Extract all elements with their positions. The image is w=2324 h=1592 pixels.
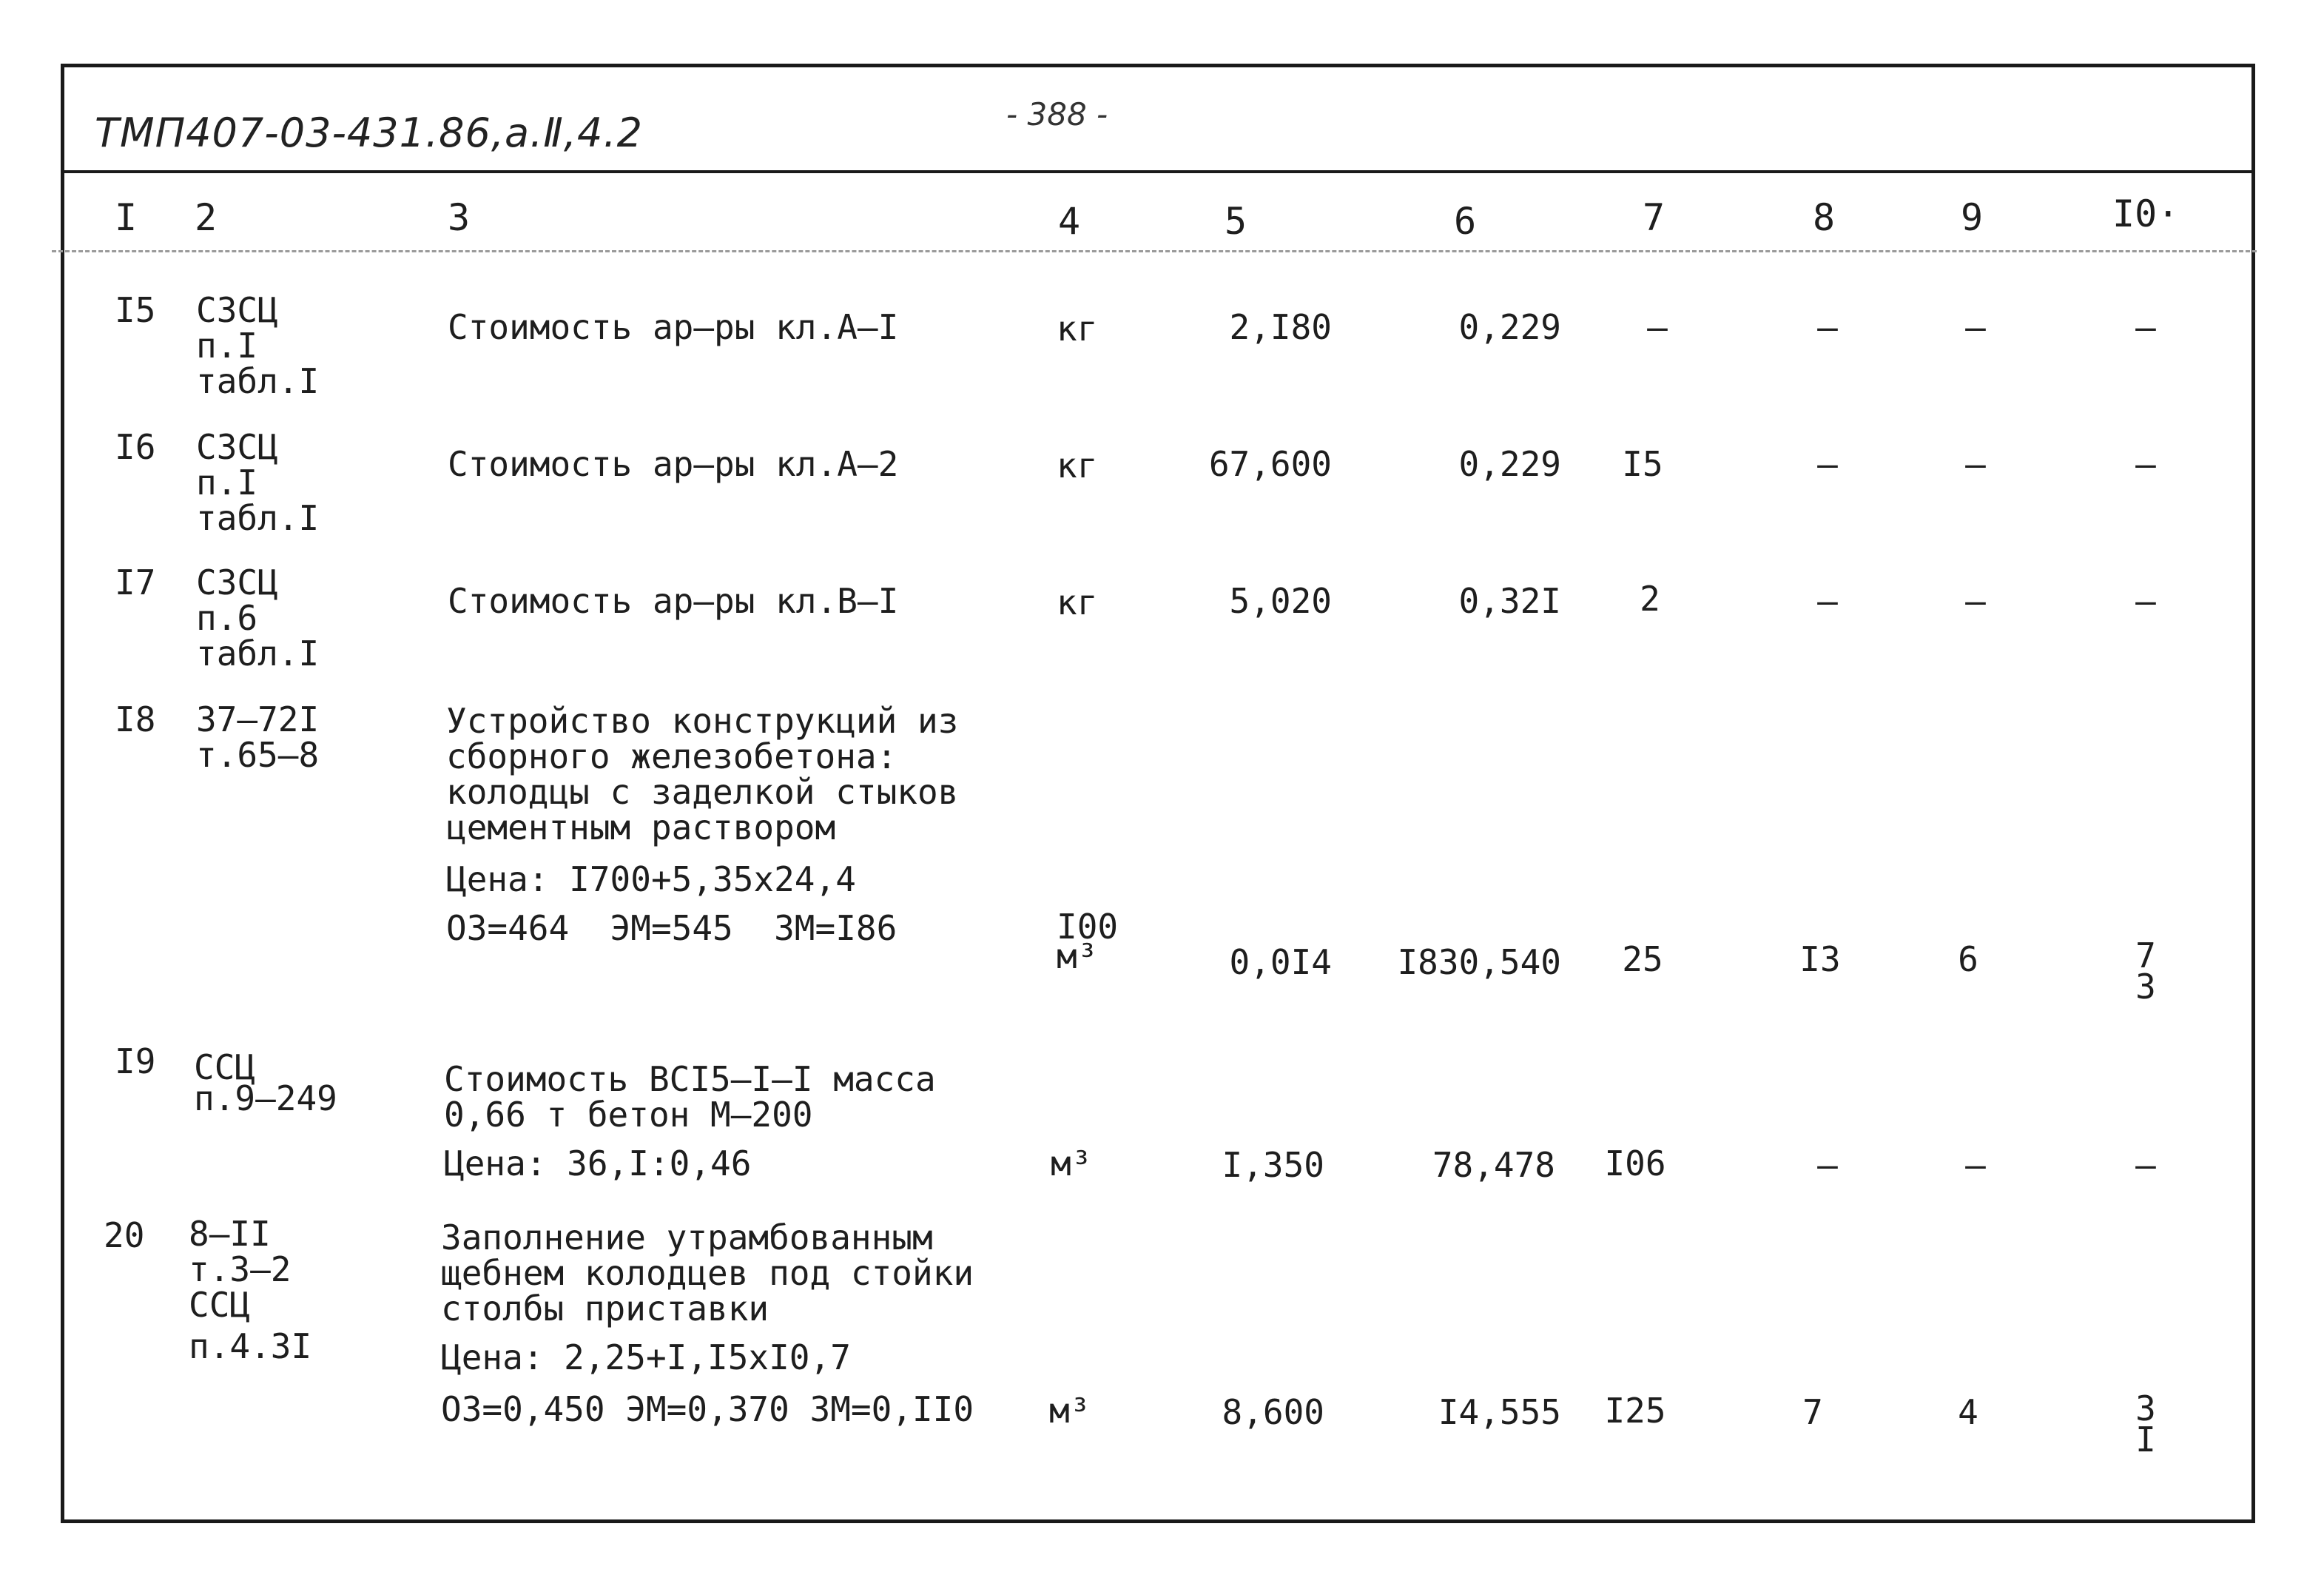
reference-line: СЗСЦ	[196, 427, 278, 467]
item-description: Стоимость ар–ры кл.А–I	[448, 307, 899, 347]
quantity: 8,600	[1222, 1392, 1324, 1432]
col7-value: 25	[1622, 939, 1663, 979]
col9-value: –	[1965, 1145, 1986, 1185]
reference-line: п.I	[196, 463, 258, 503]
reference-line: т.65–8	[196, 735, 320, 775]
col8-value: –	[1817, 1145, 1838, 1185]
col9-value: –	[1965, 581, 1986, 621]
reference-line: п.4.3I	[189, 1326, 312, 1366]
reference-line: п.I	[196, 326, 258, 366]
unit: м³	[1051, 1143, 1092, 1183]
col10-value: 3 I	[2135, 1388, 2156, 1460]
col10-value: 7 3	[2135, 936, 2156, 1007]
col7-value: I25	[1604, 1391, 1666, 1431]
item-description: Стоимость ар–ры кл.В–I	[448, 581, 899, 621]
reference-line: ССЦ	[194, 1047, 256, 1087]
col8-value: –	[1817, 581, 1838, 621]
col7-value: I5	[1622, 444, 1663, 484]
row-number: I5	[115, 290, 156, 330]
item-description: 0,66 т бетон М–200	[444, 1095, 813, 1135]
reference-line: ССЦ	[189, 1285, 251, 1325]
reference-line: СЗСЦ	[196, 562, 278, 602]
unit-price: I830,540	[1397, 942, 1561, 982]
quantity: 5,020	[1229, 581, 1332, 621]
reference-line: 37–72I	[196, 699, 320, 739]
col10-value: –	[2135, 581, 2156, 621]
reference-line: п.6	[196, 598, 258, 638]
col9-value: 4	[1958, 1392, 1978, 1432]
item-description: щебнем колодцев под стойки	[441, 1253, 974, 1293]
unit: I00 м³	[1057, 907, 1119, 976]
column-header-7: 7	[1643, 196, 1665, 239]
quantity: 0,0I4	[1229, 942, 1332, 982]
col8-value: –	[1817, 444, 1838, 484]
col7-value: I06	[1604, 1143, 1666, 1183]
quantity: I,350	[1222, 1145, 1324, 1185]
unit-price: 0,229	[1458, 307, 1561, 347]
column-header-6: 6	[1454, 200, 1477, 243]
item-description: столбы приставки	[441, 1289, 769, 1329]
column-header-8: 8	[1813, 196, 1836, 239]
column-header-1: I	[115, 196, 138, 239]
column-header-divider	[52, 250, 2257, 252]
reference-line: табл.I	[196, 498, 320, 538]
col7-value: –	[1647, 307, 1668, 347]
unit: кг	[1057, 309, 1098, 349]
item-description: колодцы с заделкой стыков	[446, 772, 959, 812]
column-header-10: I0·	[2112, 192, 2180, 235]
header-divider	[61, 170, 2255, 173]
item-description: Заполнение утрамбованным	[441, 1217, 933, 1257]
item-description: сборного железобетона:	[446, 736, 897, 776]
item-description: цементным раствором	[446, 807, 836, 847]
price-formula: Цена: I700+5,35х24,4	[446, 859, 856, 899]
col9-value: 6	[1958, 939, 1978, 979]
reference-line: СЗСЦ	[196, 290, 278, 330]
unit-price: 0,229	[1458, 444, 1561, 484]
column-header-9: 9	[1961, 196, 1984, 239]
cost-breakdown: ОЗ=464 ЭМ=545 ЗМ=I86	[446, 908, 897, 948]
price-formula: Цена: 2,25+I,I5хI0,7	[441, 1337, 851, 1377]
quantity: 67,600	[1208, 444, 1332, 484]
price-formula: Цена: 36,I:0,46	[444, 1143, 752, 1183]
unit-price: 0,32I	[1458, 581, 1561, 621]
column-header-3: 3	[448, 196, 471, 239]
item-description: Стоимость ар–ры кл.А–2	[448, 444, 899, 484]
col7-value: 2	[1640, 579, 1660, 619]
col8-value: I3	[1799, 939, 1841, 979]
quantity: 2,I80	[1229, 307, 1332, 347]
cost-breakdown: ОЗ=0,450 ЭМ=0,370 ЗМ=0,II0	[441, 1389, 974, 1429]
col10-value: –	[2135, 444, 2156, 484]
row-number: I8	[115, 699, 156, 739]
unit: кг	[1057, 582, 1098, 622]
reference-line: т.3–2	[189, 1249, 292, 1289]
page-number: - 388 -	[1006, 96, 1108, 132]
unit-price: I4,555	[1438, 1392, 1561, 1432]
col8-value: –	[1817, 307, 1838, 347]
reference-line: п.9–249	[194, 1078, 337, 1118]
reference-line: 8–II	[189, 1214, 271, 1254]
document-frame	[61, 64, 2255, 1523]
col8-value: 7	[1802, 1392, 1823, 1432]
document-code: ТМП407-03-431.86,а.Ⅱ,4.2	[95, 110, 643, 156]
reference-line: табл.I	[196, 634, 320, 674]
column-header-4: 4	[1058, 200, 1081, 243]
row-number: I6	[115, 427, 156, 467]
unit: кг	[1057, 446, 1098, 486]
column-header-5: 5	[1225, 200, 1247, 243]
reference-line: табл.I	[196, 361, 320, 401]
row-number: I7	[115, 562, 156, 602]
col9-value: –	[1965, 307, 1986, 347]
row-number: 20	[104, 1215, 145, 1255]
col9-value: –	[1965, 444, 1986, 484]
unit: м³	[1049, 1391, 1091, 1431]
item-description: Устройство конструкций из	[446, 701, 959, 741]
unit-price: 78,478	[1432, 1145, 1555, 1185]
row-number: I9	[115, 1041, 156, 1081]
col10-value: –	[2135, 1145, 2156, 1185]
col10-value: –	[2135, 307, 2156, 347]
item-description: Стоимость ВСI5–I–I масса	[444, 1059, 936, 1099]
column-header-2: 2	[195, 196, 218, 239]
